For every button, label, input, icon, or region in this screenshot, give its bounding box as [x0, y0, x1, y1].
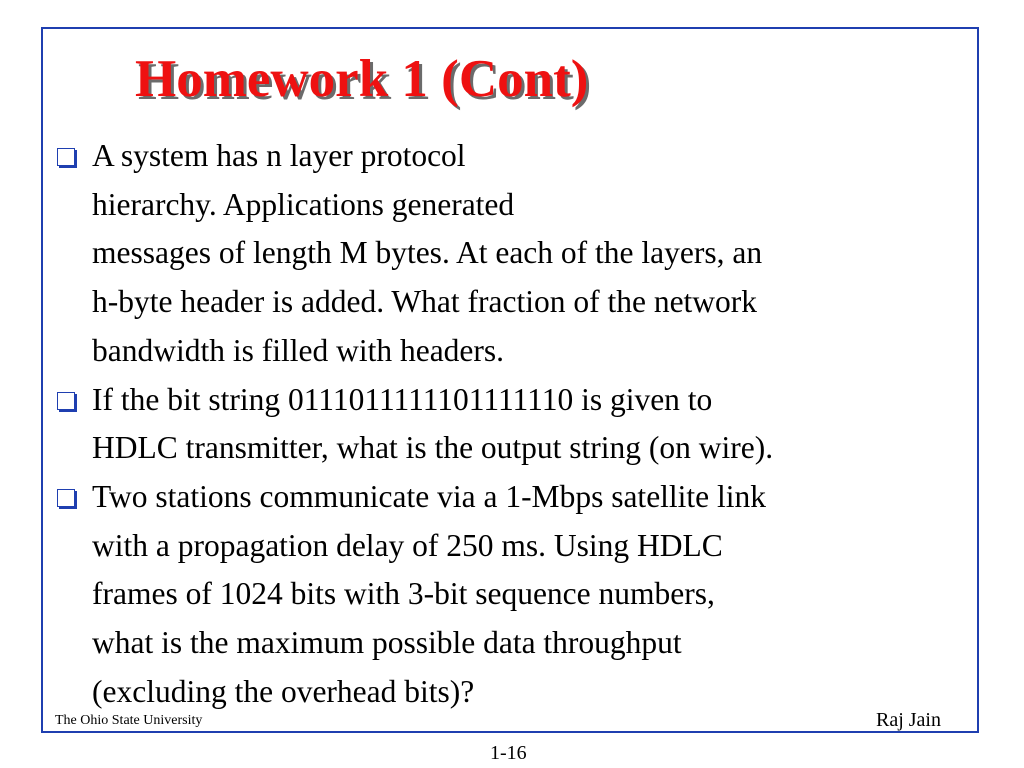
bullet-text-line: frames of 1024 bits with 3-bit sequence numbers,	[92, 576, 715, 612]
footer-institution: The Ohio State University	[55, 713, 203, 728]
bullet-text-line: HDLC transmitter, what is the output string (on wire).	[92, 430, 774, 466]
bullet-item	[0, 473, 1024, 717]
hollow-square-bullet-icon	[57, 489, 75, 507]
footer-author: Raj Jain	[876, 709, 941, 731]
bullet-item	[0, 376, 1024, 473]
bullet-text-line: Two stations communicate via a 1-Mbps satellite link	[92, 478, 767, 514]
bullet-text-line: h-byte header is added. What fraction of the network	[92, 284, 758, 320]
bullet-text-line: A system has n layer protocol	[92, 138, 466, 173]
bullet-text-line: If the bit string 0111011111101111110 is given to	[92, 381, 713, 417]
slide-title: Homework 1 (Cont)	[135, 50, 589, 108]
bullet-text-line: messages of length M bytes. At each of the layers, an	[92, 235, 763, 271]
bullet-list	[0, 132, 1024, 716]
hollow-square-bullet-icon	[57, 392, 75, 410]
bullet-text-line: bandwidth is filled with headers.	[92, 332, 505, 368]
bullet-text-line: (excluding the overhead bits)?	[92, 673, 475, 709]
bullet-text-line: hierarchy. Applications generated	[92, 186, 515, 222]
hollow-square-bullet-icon	[57, 148, 75, 166]
page-number: 1-16	[490, 742, 527, 764]
bullet-text-line: with a propagation delay of 250 ms. Using HDLC	[92, 527, 723, 563]
bullet-text-line: what is the maximum possible data throughput	[92, 625, 682, 661]
bullet-item	[0, 132, 1024, 376]
